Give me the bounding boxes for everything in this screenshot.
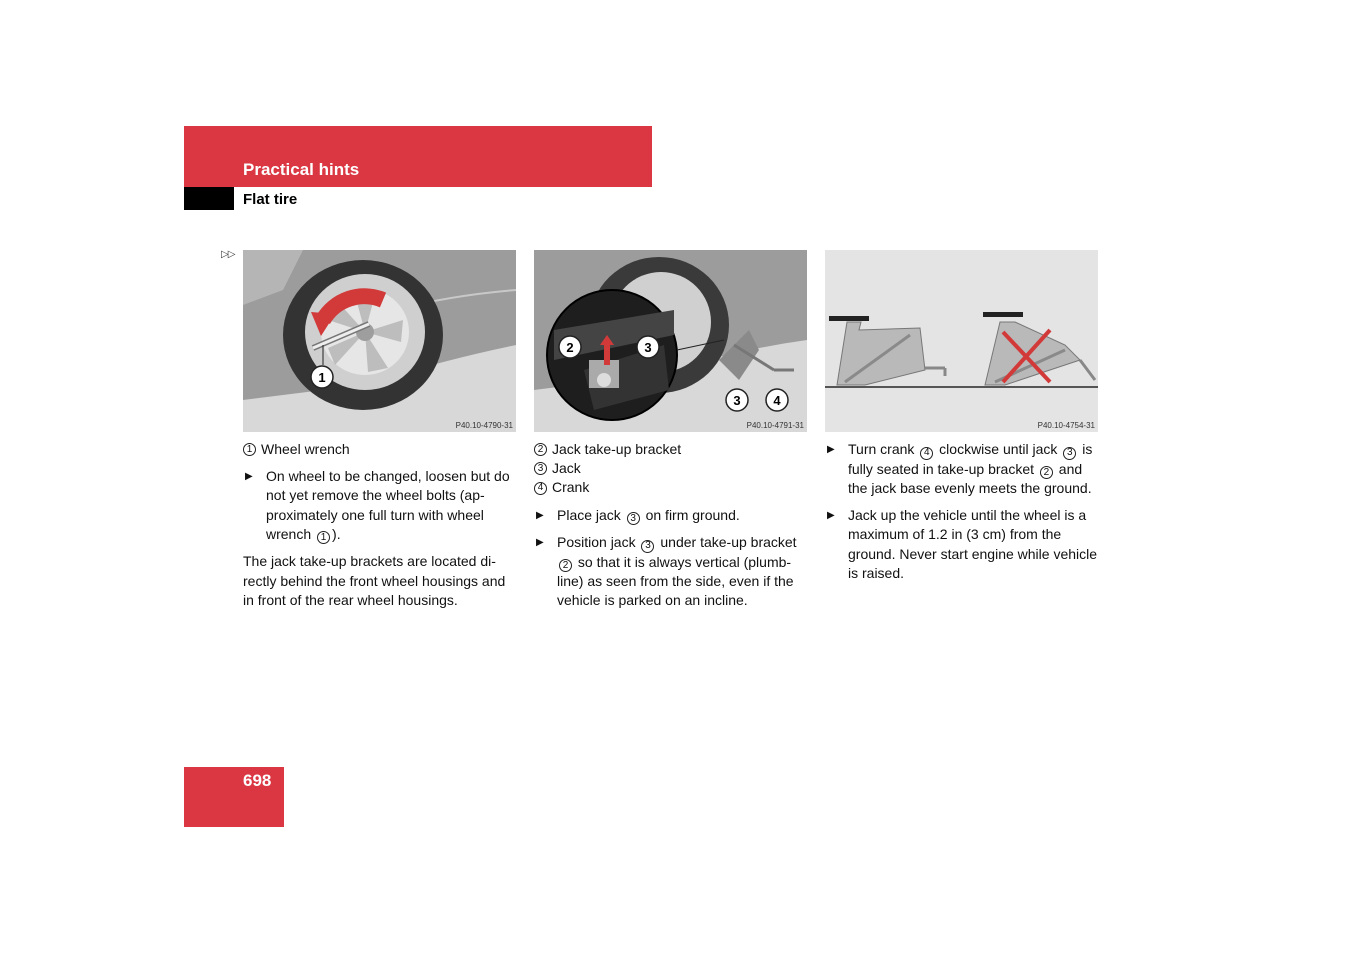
figure-jack-correct-incorrect: [825, 250, 1098, 432]
callout-4: 4: [773, 393, 781, 408]
inline-number: 3: [641, 540, 654, 553]
bullet-arrow-icon: ▶: [245, 471, 253, 483]
legend-text: Crank: [552, 479, 590, 496]
subsection-title: Flat tire: [243, 191, 298, 208]
figure-jack-position: [534, 250, 807, 432]
inline-number: 3: [1063, 447, 1076, 460]
inline-number: 2: [559, 559, 572, 572]
instruction-bullet: ▶ Position jack 3 under take-up bracket 2 so that it is always vertical (plumb-line) as seen from the side, even if the vehicle is parked on an incline.: [536, 534, 797, 609]
column-2: [534, 440, 809, 611]
legend-number: 2: [534, 443, 547, 456]
body-paragraph: The jack take-up brackets are located di-rectly behind the front wheel housings and in front of the rear wheel housings.: [243, 553, 506, 608]
callout-3: 3: [733, 393, 741, 408]
callout-1: 1: [318, 370, 326, 385]
figure-code: P40.10-4791-31: [746, 421, 804, 430]
legend-item: [534, 440, 809, 459]
legend-number: 3: [534, 462, 547, 475]
legend-text: Jack: [552, 460, 581, 477]
inline-number: 1: [317, 531, 330, 544]
page-number: 698: [243, 771, 272, 790]
jack-comparison-illustration: [825, 250, 1098, 432]
instruction-bullet: ▶ Jack up the vehicle until the wheel is a maximum of 1.2 in (3 cm) from the ground. Never start engine while vehicle is raised.: [827, 507, 1098, 581]
column-1: [243, 440, 518, 610]
callout-2: 2: [566, 340, 574, 355]
legend-item: [534, 459, 809, 478]
wheel-wrench-illustration: [243, 250, 516, 432]
bullet-arrow-icon: ▶: [827, 444, 835, 455]
legend-text: Wheel wrench: [261, 441, 350, 457]
legend-text: Jack take-up bracket: [552, 441, 682, 457]
figure-code: P40.10-4754-31: [1037, 421, 1095, 430]
column-3: [825, 440, 1100, 583]
instruction-bullet: ▶ On wheel to be changed, loosen but do not yet remove the wheel bolts (ap-proximately one full turn with wheel wrench 1 ).: [245, 468, 510, 543]
inline-number: 3: [627, 512, 640, 525]
legend-item: [534, 478, 809, 497]
legend-item: [243, 440, 518, 459]
instruction-bullet: ▶ Place jack 3 on firm ground.: [536, 506, 740, 524]
figure-wheel-wrench: [243, 250, 516, 432]
bullet-arrow-icon: ▶: [536, 509, 544, 521]
jack-position-illustration: [534, 250, 807, 432]
bullet-arrow-icon: ▶: [536, 537, 544, 549]
continuation-marker: ▷▷: [221, 249, 235, 260]
inline-number: 2: [1040, 466, 1053, 479]
figure-code: P40.10-4790-31: [455, 421, 513, 430]
bullet-arrow-icon: ▶: [827, 510, 835, 522]
instruction-bullet: ▶ Turn crank 4 clockwise until jack 3 is fully seated in take-up bracket 2 and the jack base evenly meets the ground.: [827, 441, 1093, 496]
callout-3-inset: 3: [644, 340, 652, 355]
inline-number: 4: [920, 447, 933, 460]
section-title: Practical hints: [243, 160, 360, 179]
legend-number: 1: [243, 443, 256, 456]
section-tab: [184, 187, 234, 210]
legend-number: 4: [534, 482, 547, 495]
